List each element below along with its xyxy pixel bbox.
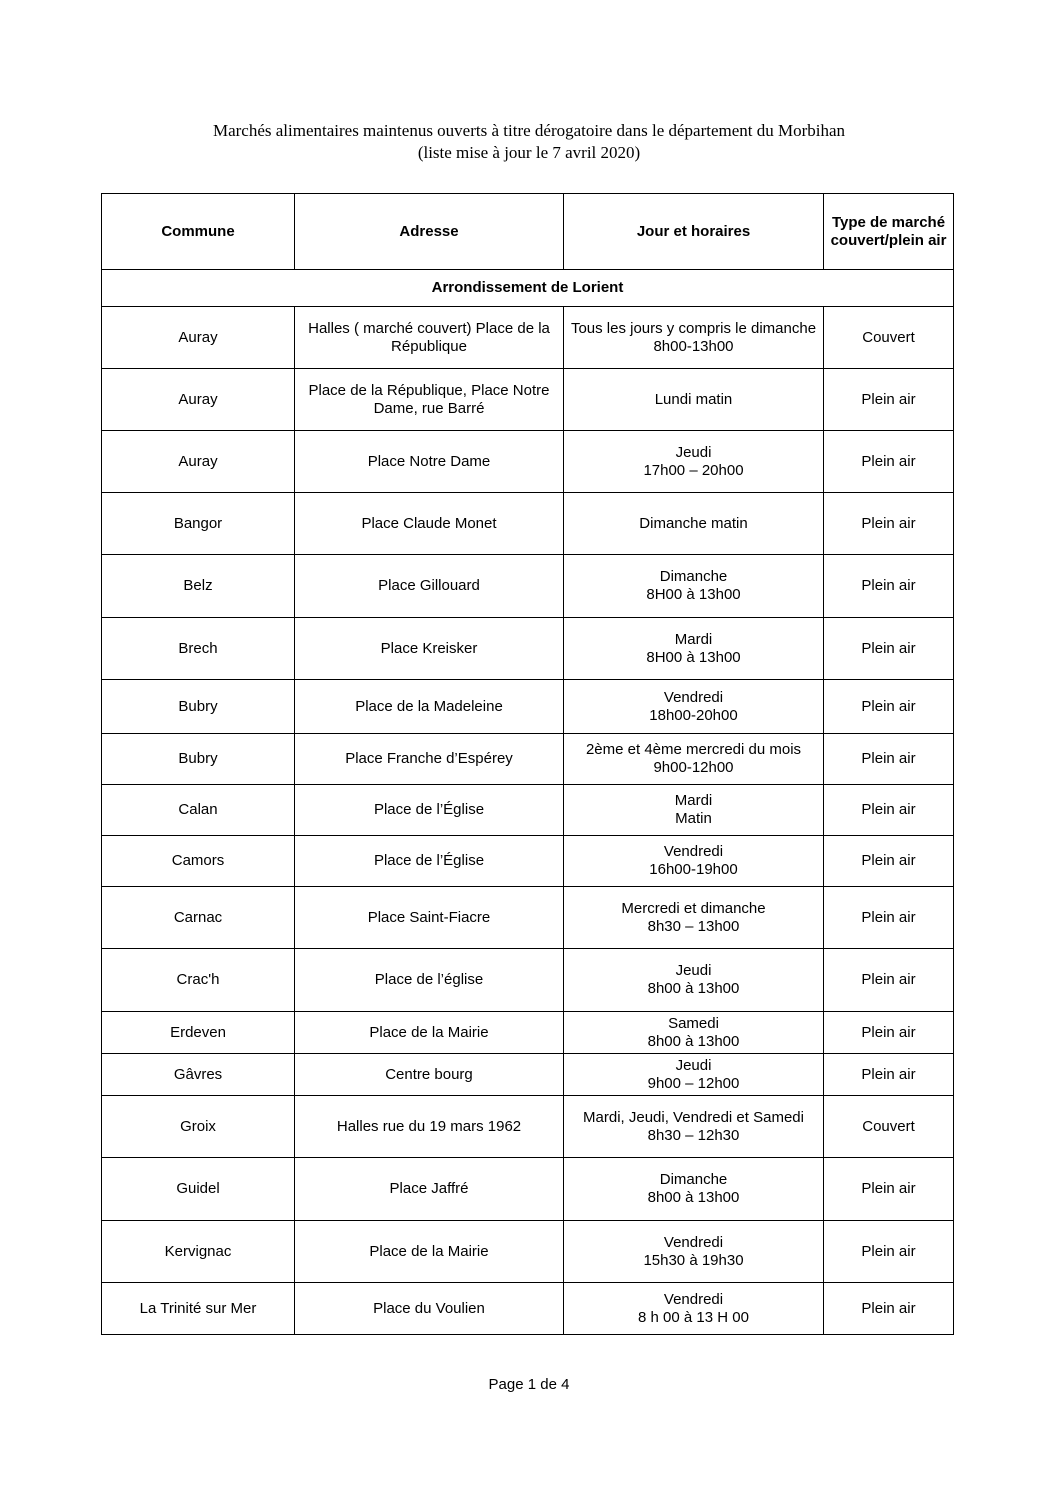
cell-type: Plein air xyxy=(824,555,954,618)
section-row xyxy=(102,270,954,307)
cell-commune: Bubry xyxy=(102,734,295,785)
cell-adresse: Place de la Mairie xyxy=(295,1221,564,1283)
cell-horaires: 2ème et 4ème mercredi du mois 9h00-12h00 xyxy=(564,734,824,785)
cell-type: Plein air xyxy=(824,431,954,493)
cell-type: Plein air xyxy=(824,1221,954,1283)
table-row xyxy=(102,493,954,555)
table-row xyxy=(102,836,954,887)
cell-horaires: Jeudi 8h00 à 13h00 xyxy=(564,949,824,1012)
cell-adresse: Place de la Madeleine xyxy=(295,680,564,734)
table-row xyxy=(102,555,954,618)
page-number: Page 1 de 4 xyxy=(488,1376,570,1393)
cell-horaires: Samedi 8h00 à 13h00 xyxy=(564,1012,824,1054)
table-row xyxy=(102,680,954,734)
cell-horaires: Dimanche matin xyxy=(564,493,824,555)
cell-adresse: Place du Voulien xyxy=(295,1283,564,1335)
cell-horaires: Vendredi 15h30 à 19h30 xyxy=(564,1221,824,1283)
table-row xyxy=(102,887,954,949)
cell-type: Plein air xyxy=(824,493,954,555)
cell-horaires: Vendredi 8 h 00 à 13 H 00 xyxy=(564,1283,824,1335)
cell-type: Plein air xyxy=(824,785,954,836)
cell-type: Plein air xyxy=(824,836,954,887)
cell-commune: Bubry xyxy=(102,680,295,734)
header-row xyxy=(102,194,954,270)
cell-commune: Auray xyxy=(102,369,295,431)
header-commune: Commune xyxy=(102,194,295,270)
table-row xyxy=(102,1283,954,1335)
cell-commune: Belz xyxy=(102,555,295,618)
cell-commune: Auray xyxy=(102,431,295,493)
table-row xyxy=(102,785,954,836)
cell-horaires: Mardi Matin xyxy=(564,785,824,836)
cell-type: Plein air xyxy=(824,1158,954,1221)
table-row xyxy=(102,431,954,493)
cell-type: Plein air xyxy=(824,618,954,680)
cell-adresse: Place Gillouard xyxy=(295,555,564,618)
table-row xyxy=(102,1012,954,1054)
title-line-2: (liste mise à jour le 7 avril 2020) xyxy=(417,143,641,162)
cell-adresse: Centre bourg xyxy=(295,1054,564,1096)
cell-commune: Carnac xyxy=(102,887,295,949)
cell-adresse: Place Jaffré xyxy=(295,1158,564,1221)
cell-type: Plein air xyxy=(824,887,954,949)
cell-adresse: Place de l’Église xyxy=(295,785,564,836)
cell-commune: Guidel xyxy=(102,1158,295,1221)
cell-commune: La Trinité sur Mer xyxy=(102,1283,295,1335)
cell-adresse: Place de la Mairie xyxy=(295,1012,564,1054)
cell-horaires: Vendredi 18h00-20h00 xyxy=(564,680,824,734)
cell-horaires: Tous les jours y compris le dimanche 8h00-13h00 xyxy=(564,307,824,369)
cell-adresse: Place Saint-Fiacre xyxy=(295,887,564,949)
cell-commune: Kervignac xyxy=(102,1221,295,1283)
cell-commune: Auray xyxy=(102,307,295,369)
table-row xyxy=(102,618,954,680)
cell-adresse: Halles rue du 19 mars 1962 xyxy=(295,1096,564,1158)
cell-commune: Erdeven xyxy=(102,1012,295,1054)
table-row xyxy=(102,1054,954,1096)
table-row xyxy=(102,307,954,369)
cell-horaires: Dimanche 8H00 à 13h00 xyxy=(564,555,824,618)
cell-commune: Gâvres xyxy=(102,1054,295,1096)
table-row xyxy=(102,734,954,785)
cell-type: Couvert xyxy=(824,307,954,369)
cell-horaires: Lundi matin xyxy=(564,369,824,431)
cell-horaires: Mardi, Jeudi, Vendredi et Samedi 8h30 – 12h30 xyxy=(564,1096,824,1158)
cell-adresse: Place Notre Dame xyxy=(295,431,564,493)
header-adresse: Adresse xyxy=(295,194,564,270)
table-row xyxy=(102,1158,954,1221)
cell-adresse: Place de l’Église xyxy=(295,836,564,887)
cell-horaires: Jeudi 9h00 – 12h00 xyxy=(564,1054,824,1096)
cell-type: Plein air xyxy=(824,369,954,431)
cell-type: Couvert xyxy=(824,1096,954,1158)
cell-adresse: Place Franche d’Espérey xyxy=(295,734,564,785)
cell-commune: Bangor xyxy=(102,493,295,555)
table-row xyxy=(102,1221,954,1283)
cell-adresse: Place Claude Monet xyxy=(295,493,564,555)
cell-horaires: Mardi 8H00 à 13h00 xyxy=(564,618,824,680)
cell-horaires: Jeudi 17h00 – 20h00 xyxy=(564,431,824,493)
table-row xyxy=(102,369,954,431)
cell-commune: Brech xyxy=(102,618,295,680)
cell-commune: Calan xyxy=(102,785,295,836)
header-horaires: Jour et horaires xyxy=(564,194,824,270)
document-title xyxy=(0,120,1058,164)
cell-type: Plein air xyxy=(824,734,954,785)
cell-adresse: Place Kreisker xyxy=(295,618,564,680)
cell-type: Plein air xyxy=(824,1012,954,1054)
cell-type: Plein air xyxy=(824,1054,954,1096)
table-row xyxy=(102,949,954,1012)
cell-adresse: Place de la République, Place Notre Dame, rue Barré xyxy=(295,369,564,431)
cell-type: Plein air xyxy=(824,949,954,1012)
table-row xyxy=(102,1096,954,1158)
cell-adresse: Place de l’église xyxy=(295,949,564,1012)
cell-type: Plein air xyxy=(824,680,954,734)
cell-horaires: Mercredi et dimanche 8h30 – 13h00 xyxy=(564,887,824,949)
cell-commune: Crac'h xyxy=(102,949,295,1012)
title-line-1: Marchés alimentaires maintenus ouverts à titre dérogatoire dans le département du Morbihan xyxy=(212,121,846,140)
cell-commune: Camors xyxy=(102,836,295,887)
cell-type: Plein air xyxy=(824,1283,954,1335)
cell-horaires: Dimanche 8h00 à 13h00 xyxy=(564,1158,824,1221)
section-arrondissement: Arrondissement de Lorient xyxy=(102,270,954,307)
markets-table xyxy=(101,193,954,1335)
cell-commune: Groix xyxy=(102,1096,295,1158)
header-type: Type de marché couvert/plein air xyxy=(824,194,954,270)
cell-horaires: Vendredi 16h00-19h00 xyxy=(564,836,824,887)
cell-adresse: Halles ( marché couvert) Place de la République xyxy=(295,307,564,369)
